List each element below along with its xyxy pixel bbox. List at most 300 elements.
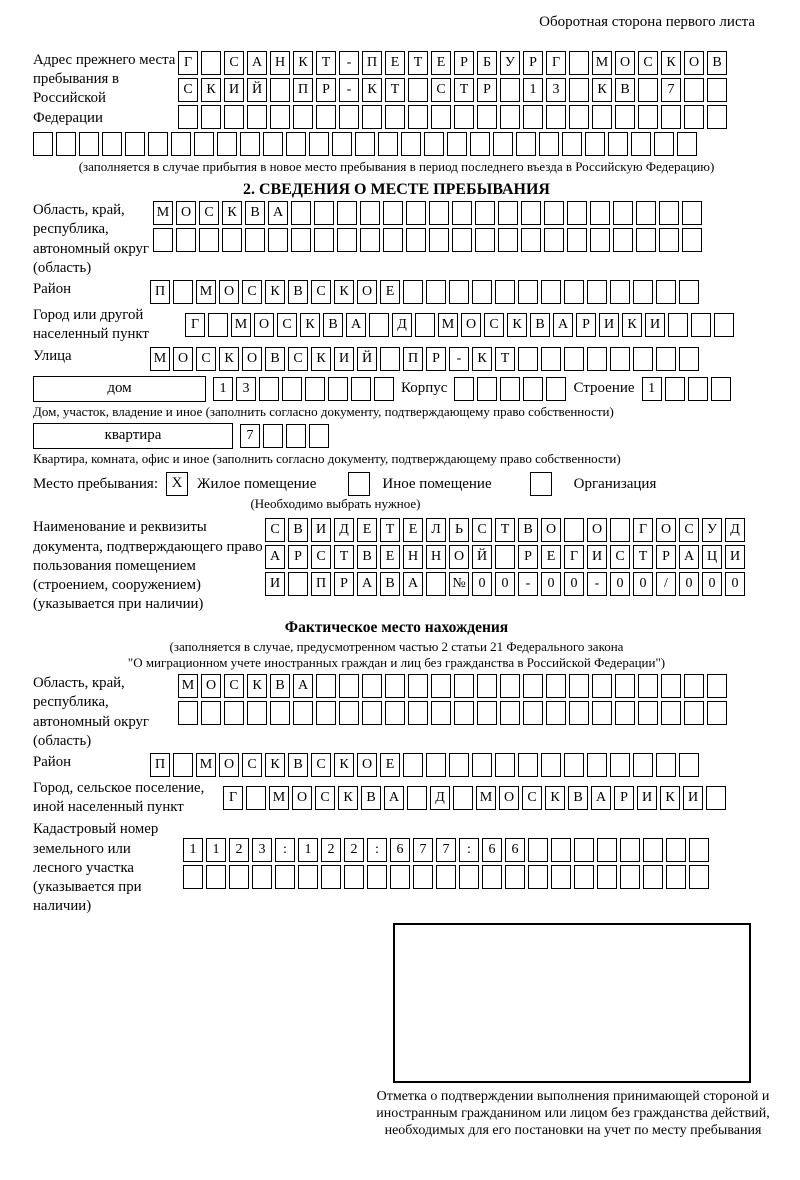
char-cell[interactable]: О bbox=[587, 518, 607, 542]
char-cell[interactable]: К bbox=[300, 313, 320, 337]
char-cell[interactable]: Г bbox=[178, 51, 198, 75]
char-cell[interactable] bbox=[344, 865, 364, 889]
char-cell[interactable]: К bbox=[622, 313, 642, 337]
char-cell[interactable] bbox=[679, 753, 699, 777]
char-cell[interactable] bbox=[587, 280, 607, 304]
char-cell[interactable]: 1 bbox=[213, 377, 233, 401]
char-cell[interactable]: О bbox=[615, 51, 635, 75]
char-cell[interactable]: П bbox=[311, 572, 331, 596]
char-cell[interactable] bbox=[408, 105, 428, 129]
char-cell[interactable]: А bbox=[293, 674, 313, 698]
char-cell[interactable] bbox=[454, 701, 474, 725]
char-cell[interactable] bbox=[495, 753, 515, 777]
char-cell[interactable]: 0 bbox=[472, 572, 492, 596]
char-cell[interactable] bbox=[426, 572, 446, 596]
char-cell[interactable] bbox=[355, 132, 375, 156]
char-cell[interactable]: Т bbox=[380, 518, 400, 542]
char-cell[interactable] bbox=[270, 701, 290, 725]
char-cell[interactable]: С bbox=[638, 51, 658, 75]
char-cell[interactable] bbox=[426, 280, 446, 304]
char-cell[interactable] bbox=[541, 347, 561, 371]
char-cell[interactable]: И bbox=[599, 313, 619, 337]
char-cell[interactable] bbox=[590, 228, 610, 252]
char-cell[interactable] bbox=[424, 132, 444, 156]
char-cell[interactable] bbox=[567, 228, 587, 252]
char-cell[interactable]: Р bbox=[316, 78, 336, 102]
char-cell[interactable]: В bbox=[518, 518, 538, 542]
char-cell[interactable]: М bbox=[150, 347, 170, 371]
char-cell[interactable]: П bbox=[150, 753, 170, 777]
char-cell[interactable] bbox=[431, 674, 451, 698]
char-cell[interactable] bbox=[500, 377, 520, 401]
char-cell[interactable]: О bbox=[541, 518, 561, 542]
char-cell[interactable] bbox=[222, 228, 242, 252]
char-cell[interactable] bbox=[56, 132, 76, 156]
char-cell[interactable]: Г bbox=[185, 313, 205, 337]
char-cell[interactable]: С bbox=[265, 518, 285, 542]
char-cell[interactable] bbox=[541, 753, 561, 777]
char-cell[interactable]: И bbox=[637, 786, 657, 810]
char-cell[interactable] bbox=[314, 201, 334, 225]
char-cell[interactable] bbox=[564, 518, 584, 542]
char-cell[interactable] bbox=[148, 132, 168, 156]
char-cell[interactable] bbox=[275, 865, 295, 889]
char-cell[interactable] bbox=[408, 674, 428, 698]
char-cell[interactable]: Е bbox=[403, 518, 423, 542]
char-cell[interactable] bbox=[383, 228, 403, 252]
char-cell[interactable]: С bbox=[472, 518, 492, 542]
char-cell[interactable] bbox=[661, 105, 681, 129]
char-cell[interactable] bbox=[631, 132, 651, 156]
char-cell[interactable]: К bbox=[334, 753, 354, 777]
char-cell[interactable]: М bbox=[476, 786, 496, 810]
char-cell[interactable]: М bbox=[269, 786, 289, 810]
char-cell[interactable]: С bbox=[315, 786, 335, 810]
char-cell[interactable] bbox=[608, 132, 628, 156]
char-cell[interactable] bbox=[569, 674, 589, 698]
char-cell[interactable]: К bbox=[592, 78, 612, 102]
char-cell[interactable]: О bbox=[219, 753, 239, 777]
checkbox-residential[interactable]: X bbox=[166, 472, 188, 496]
char-cell[interactable] bbox=[316, 674, 336, 698]
char-cell[interactable]: 0 bbox=[679, 572, 699, 596]
char-cell[interactable] bbox=[523, 377, 543, 401]
char-cell[interactable]: 0 bbox=[610, 572, 630, 596]
char-cell[interactable] bbox=[707, 105, 727, 129]
char-cell[interactable] bbox=[615, 674, 635, 698]
char-cell[interactable] bbox=[569, 51, 589, 75]
char-cell[interactable] bbox=[178, 105, 198, 129]
char-cell[interactable] bbox=[523, 674, 543, 698]
char-cell[interactable]: К bbox=[201, 78, 221, 102]
char-cell[interactable]: К bbox=[247, 674, 267, 698]
char-cell[interactable] bbox=[610, 753, 630, 777]
char-cell[interactable]: И bbox=[311, 518, 331, 542]
char-cell[interactable]: С bbox=[242, 753, 262, 777]
char-cell[interactable] bbox=[447, 132, 467, 156]
char-cell[interactable]: К bbox=[293, 51, 313, 75]
char-cell[interactable] bbox=[291, 228, 311, 252]
char-cell[interactable] bbox=[493, 132, 513, 156]
char-cell[interactable] bbox=[406, 228, 426, 252]
char-cell[interactable] bbox=[505, 865, 525, 889]
char-cell[interactable]: Д bbox=[392, 313, 412, 337]
char-cell[interactable]: С bbox=[431, 78, 451, 102]
char-cell[interactable] bbox=[569, 105, 589, 129]
char-cell[interactable]: К bbox=[222, 201, 242, 225]
char-cell[interactable] bbox=[270, 78, 290, 102]
char-cell[interactable]: / bbox=[656, 572, 676, 596]
char-cell[interactable]: С bbox=[199, 201, 219, 225]
char-cell[interactable] bbox=[564, 280, 584, 304]
char-cell[interactable]: 1 bbox=[206, 838, 226, 862]
char-cell[interactable] bbox=[659, 201, 679, 225]
char-cell[interactable]: А bbox=[247, 51, 267, 75]
char-cell[interactable] bbox=[661, 701, 681, 725]
char-cell[interactable]: О bbox=[176, 201, 196, 225]
char-cell[interactable] bbox=[415, 313, 435, 337]
char-cell[interactable]: 0 bbox=[564, 572, 584, 596]
char-cell[interactable] bbox=[684, 105, 704, 129]
char-cell[interactable]: Г bbox=[633, 518, 653, 542]
char-cell[interactable]: 7 bbox=[240, 424, 260, 448]
char-cell[interactable] bbox=[528, 838, 548, 862]
char-cell[interactable] bbox=[477, 701, 497, 725]
char-cell[interactable]: В bbox=[245, 201, 265, 225]
char-cell[interactable] bbox=[452, 201, 472, 225]
char-cell[interactable] bbox=[472, 280, 492, 304]
checkbox-other-premises[interactable] bbox=[348, 472, 370, 496]
char-cell[interactable]: Д bbox=[430, 786, 450, 810]
char-cell[interactable] bbox=[544, 201, 564, 225]
char-cell[interactable] bbox=[178, 701, 198, 725]
char-cell[interactable] bbox=[714, 313, 734, 337]
char-cell[interactable] bbox=[656, 753, 676, 777]
char-cell[interactable]: 3 bbox=[252, 838, 272, 862]
char-cell[interactable] bbox=[587, 347, 607, 371]
char-cell[interactable] bbox=[367, 865, 387, 889]
char-cell[interactable] bbox=[263, 424, 283, 448]
char-cell[interactable] bbox=[500, 105, 520, 129]
char-cell[interactable]: Р bbox=[614, 786, 634, 810]
char-cell[interactable]: С bbox=[484, 313, 504, 337]
char-cell[interactable]: Т bbox=[495, 347, 515, 371]
char-cell[interactable] bbox=[206, 865, 226, 889]
char-cell[interactable]: - bbox=[449, 347, 469, 371]
char-cell[interactable] bbox=[173, 280, 193, 304]
char-cell[interactable]: Т bbox=[495, 518, 515, 542]
char-cell[interactable]: К bbox=[311, 347, 331, 371]
char-cell[interactable] bbox=[183, 865, 203, 889]
char-cell[interactable]: Т bbox=[408, 51, 428, 75]
char-cell[interactable] bbox=[707, 701, 727, 725]
char-cell[interactable] bbox=[633, 280, 653, 304]
char-cell[interactable] bbox=[408, 701, 428, 725]
char-cell[interactable]: П bbox=[293, 78, 313, 102]
char-cell[interactable]: Н bbox=[426, 545, 446, 569]
char-cell[interactable] bbox=[691, 313, 711, 337]
char-cell[interactable]: А bbox=[384, 786, 404, 810]
char-cell[interactable] bbox=[541, 280, 561, 304]
char-cell[interactable] bbox=[516, 132, 536, 156]
char-cell[interactable] bbox=[475, 228, 495, 252]
char-cell[interactable] bbox=[551, 865, 571, 889]
char-cell[interactable] bbox=[454, 674, 474, 698]
char-cell[interactable]: С bbox=[610, 545, 630, 569]
char-cell[interactable] bbox=[688, 377, 708, 401]
char-cell[interactable] bbox=[282, 377, 302, 401]
char-cell[interactable] bbox=[436, 865, 456, 889]
char-cell[interactable] bbox=[638, 701, 658, 725]
char-cell[interactable] bbox=[477, 674, 497, 698]
char-cell[interactable]: Р bbox=[477, 78, 497, 102]
char-cell[interactable] bbox=[33, 132, 53, 156]
char-cell[interactable] bbox=[470, 132, 490, 156]
char-cell[interactable]: Б bbox=[477, 51, 497, 75]
char-cell[interactable] bbox=[684, 674, 704, 698]
char-cell[interactable]: Е bbox=[431, 51, 451, 75]
char-cell[interactable] bbox=[224, 105, 244, 129]
char-cell[interactable] bbox=[293, 105, 313, 129]
char-cell[interactable] bbox=[229, 865, 249, 889]
char-cell[interactable]: В bbox=[288, 753, 308, 777]
char-cell[interactable]: - bbox=[587, 572, 607, 596]
char-cell[interactable] bbox=[592, 105, 612, 129]
char-cell[interactable]: С bbox=[288, 347, 308, 371]
char-cell[interactable]: О bbox=[292, 786, 312, 810]
char-cell[interactable] bbox=[551, 838, 571, 862]
char-cell[interactable] bbox=[288, 572, 308, 596]
char-cell[interactable] bbox=[564, 753, 584, 777]
char-cell[interactable] bbox=[666, 865, 686, 889]
char-cell[interactable]: С bbox=[522, 786, 542, 810]
char-cell[interactable]: О bbox=[242, 347, 262, 371]
char-cell[interactable] bbox=[339, 701, 359, 725]
char-cell[interactable]: В bbox=[615, 78, 635, 102]
char-cell[interactable]: Е bbox=[380, 280, 400, 304]
char-cell[interactable]: С bbox=[277, 313, 297, 337]
char-cell[interactable] bbox=[339, 105, 359, 129]
char-cell[interactable]: К bbox=[265, 753, 285, 777]
char-cell[interactable] bbox=[615, 105, 635, 129]
char-cell[interactable] bbox=[569, 78, 589, 102]
char-cell[interactable] bbox=[328, 377, 348, 401]
char-cell[interactable]: О bbox=[461, 313, 481, 337]
char-cell[interactable] bbox=[574, 865, 594, 889]
char-cell[interactable]: И bbox=[725, 545, 745, 569]
char-cell[interactable]: О bbox=[173, 347, 193, 371]
char-cell[interactable] bbox=[385, 701, 405, 725]
char-cell[interactable] bbox=[656, 280, 676, 304]
char-cell[interactable]: О bbox=[357, 753, 377, 777]
char-cell[interactable]: К bbox=[334, 280, 354, 304]
char-cell[interactable]: Е bbox=[541, 545, 561, 569]
char-cell[interactable] bbox=[659, 228, 679, 252]
char-cell[interactable] bbox=[498, 228, 518, 252]
char-cell[interactable]: С bbox=[196, 347, 216, 371]
char-cell[interactable]: Т bbox=[316, 51, 336, 75]
char-cell[interactable]: : bbox=[459, 838, 479, 862]
char-cell[interactable] bbox=[564, 347, 584, 371]
char-cell[interactable]: А bbox=[403, 572, 423, 596]
char-cell[interactable] bbox=[314, 228, 334, 252]
char-cell[interactable] bbox=[656, 347, 676, 371]
char-cell[interactable] bbox=[569, 701, 589, 725]
char-cell[interactable]: А bbox=[553, 313, 573, 337]
char-cell[interactable]: М bbox=[153, 201, 173, 225]
char-cell[interactable]: В bbox=[361, 786, 381, 810]
char-cell[interactable]: У bbox=[702, 518, 722, 542]
char-cell[interactable]: М bbox=[592, 51, 612, 75]
char-cell[interactable] bbox=[201, 51, 221, 75]
char-cell[interactable] bbox=[615, 701, 635, 725]
char-cell[interactable]: М bbox=[231, 313, 251, 337]
char-cell[interactable]: О bbox=[201, 674, 221, 698]
char-cell[interactable] bbox=[176, 228, 196, 252]
char-cell[interactable] bbox=[247, 105, 267, 129]
char-cell[interactable] bbox=[454, 105, 474, 129]
char-cell[interactable]: О bbox=[656, 518, 676, 542]
char-cell[interactable] bbox=[305, 377, 325, 401]
char-cell[interactable]: 3 bbox=[546, 78, 566, 102]
char-cell[interactable]: Й bbox=[357, 347, 377, 371]
char-cell[interactable]: К bbox=[338, 786, 358, 810]
char-cell[interactable] bbox=[291, 201, 311, 225]
char-cell[interactable] bbox=[562, 132, 582, 156]
char-cell[interactable] bbox=[321, 865, 341, 889]
char-cell[interactable]: - bbox=[339, 78, 359, 102]
char-cell[interactable] bbox=[518, 280, 538, 304]
char-cell[interactable] bbox=[413, 865, 433, 889]
char-cell[interactable] bbox=[592, 701, 612, 725]
char-cell[interactable] bbox=[567, 201, 587, 225]
char-cell[interactable]: М bbox=[178, 674, 198, 698]
char-cell[interactable]: О bbox=[684, 51, 704, 75]
char-cell[interactable] bbox=[360, 228, 380, 252]
char-cell[interactable] bbox=[521, 228, 541, 252]
char-cell[interactable]: С bbox=[224, 674, 244, 698]
char-cell[interactable] bbox=[661, 674, 681, 698]
char-cell[interactable]: 6 bbox=[482, 838, 502, 862]
char-cell[interactable]: 1 bbox=[183, 838, 203, 862]
char-cell[interactable] bbox=[449, 280, 469, 304]
char-cell[interactable] bbox=[638, 105, 658, 129]
char-cell[interactable] bbox=[351, 377, 371, 401]
char-cell[interactable]: А bbox=[357, 572, 377, 596]
char-cell[interactable] bbox=[171, 132, 191, 156]
char-cell[interactable]: О bbox=[499, 786, 519, 810]
char-cell[interactable]: С bbox=[178, 78, 198, 102]
char-cell[interactable]: 1 bbox=[523, 78, 543, 102]
char-cell[interactable]: О bbox=[449, 545, 469, 569]
char-cell[interactable] bbox=[677, 132, 697, 156]
char-cell[interactable]: : bbox=[275, 838, 295, 862]
char-cell[interactable]: В bbox=[380, 572, 400, 596]
char-cell[interactable]: А bbox=[591, 786, 611, 810]
char-cell[interactable]: 7 bbox=[661, 78, 681, 102]
char-cell[interactable]: У bbox=[500, 51, 520, 75]
char-cell[interactable]: К bbox=[661, 51, 681, 75]
char-cell[interactable] bbox=[500, 701, 520, 725]
char-cell[interactable]: Г bbox=[546, 51, 566, 75]
char-cell[interactable] bbox=[407, 786, 427, 810]
char-cell[interactable] bbox=[546, 105, 566, 129]
char-cell[interactable] bbox=[309, 132, 329, 156]
char-cell[interactable]: Р bbox=[288, 545, 308, 569]
char-cell[interactable] bbox=[459, 865, 479, 889]
char-cell[interactable]: Н bbox=[270, 51, 290, 75]
char-cell[interactable] bbox=[597, 838, 617, 862]
char-cell[interactable]: И bbox=[334, 347, 354, 371]
char-cell[interactable]: И bbox=[265, 572, 285, 596]
char-cell[interactable] bbox=[518, 347, 538, 371]
char-cell[interactable] bbox=[403, 280, 423, 304]
char-cell[interactable]: К bbox=[545, 786, 565, 810]
char-cell[interactable] bbox=[259, 377, 279, 401]
char-cell[interactable] bbox=[316, 701, 336, 725]
char-cell[interactable]: В bbox=[568, 786, 588, 810]
char-cell[interactable] bbox=[293, 701, 313, 725]
char-cell[interactable] bbox=[546, 674, 566, 698]
char-cell[interactable] bbox=[309, 424, 329, 448]
char-cell[interactable]: 3 bbox=[236, 377, 256, 401]
char-cell[interactable]: 2 bbox=[321, 838, 341, 862]
char-cell[interactable] bbox=[636, 228, 656, 252]
char-cell[interactable] bbox=[495, 545, 515, 569]
char-cell[interactable]: 0 bbox=[633, 572, 653, 596]
char-cell[interactable]: О bbox=[219, 280, 239, 304]
char-cell[interactable] bbox=[426, 753, 446, 777]
char-cell[interactable] bbox=[500, 674, 520, 698]
char-cell[interactable] bbox=[454, 377, 474, 401]
char-cell[interactable]: С bbox=[224, 51, 244, 75]
char-cell[interactable] bbox=[337, 228, 357, 252]
char-cell[interactable] bbox=[268, 228, 288, 252]
char-cell[interactable] bbox=[523, 105, 543, 129]
char-cell[interactable]: В bbox=[323, 313, 343, 337]
char-cell[interactable]: Й bbox=[247, 78, 267, 102]
char-cell[interactable] bbox=[679, 347, 699, 371]
char-cell[interactable] bbox=[500, 78, 520, 102]
char-cell[interactable] bbox=[477, 377, 497, 401]
char-cell[interactable] bbox=[613, 201, 633, 225]
char-cell[interactable] bbox=[539, 132, 559, 156]
char-cell[interactable] bbox=[482, 865, 502, 889]
char-cell[interactable]: С bbox=[311, 545, 331, 569]
char-cell[interactable]: М bbox=[196, 280, 216, 304]
char-cell[interactable]: Р bbox=[454, 51, 474, 75]
char-cell[interactable] bbox=[337, 201, 357, 225]
char-cell[interactable] bbox=[610, 518, 630, 542]
char-cell[interactable] bbox=[521, 201, 541, 225]
char-cell[interactable]: 1 bbox=[298, 838, 318, 862]
char-cell[interactable] bbox=[240, 132, 260, 156]
char-cell[interactable]: Р bbox=[656, 545, 676, 569]
char-cell[interactable]: И bbox=[224, 78, 244, 102]
char-cell[interactable] bbox=[684, 78, 704, 102]
char-cell[interactable]: Г bbox=[223, 786, 243, 810]
char-cell[interactable]: 7 bbox=[413, 838, 433, 862]
char-cell[interactable] bbox=[401, 132, 421, 156]
char-cell[interactable]: № bbox=[449, 572, 469, 596]
char-cell[interactable]: Е bbox=[380, 753, 400, 777]
char-cell[interactable] bbox=[668, 313, 688, 337]
char-cell[interactable] bbox=[245, 228, 265, 252]
char-cell[interactable] bbox=[380, 347, 400, 371]
char-cell[interactable]: К bbox=[265, 280, 285, 304]
char-cell[interactable]: Р bbox=[576, 313, 596, 337]
char-cell[interactable]: П bbox=[150, 280, 170, 304]
